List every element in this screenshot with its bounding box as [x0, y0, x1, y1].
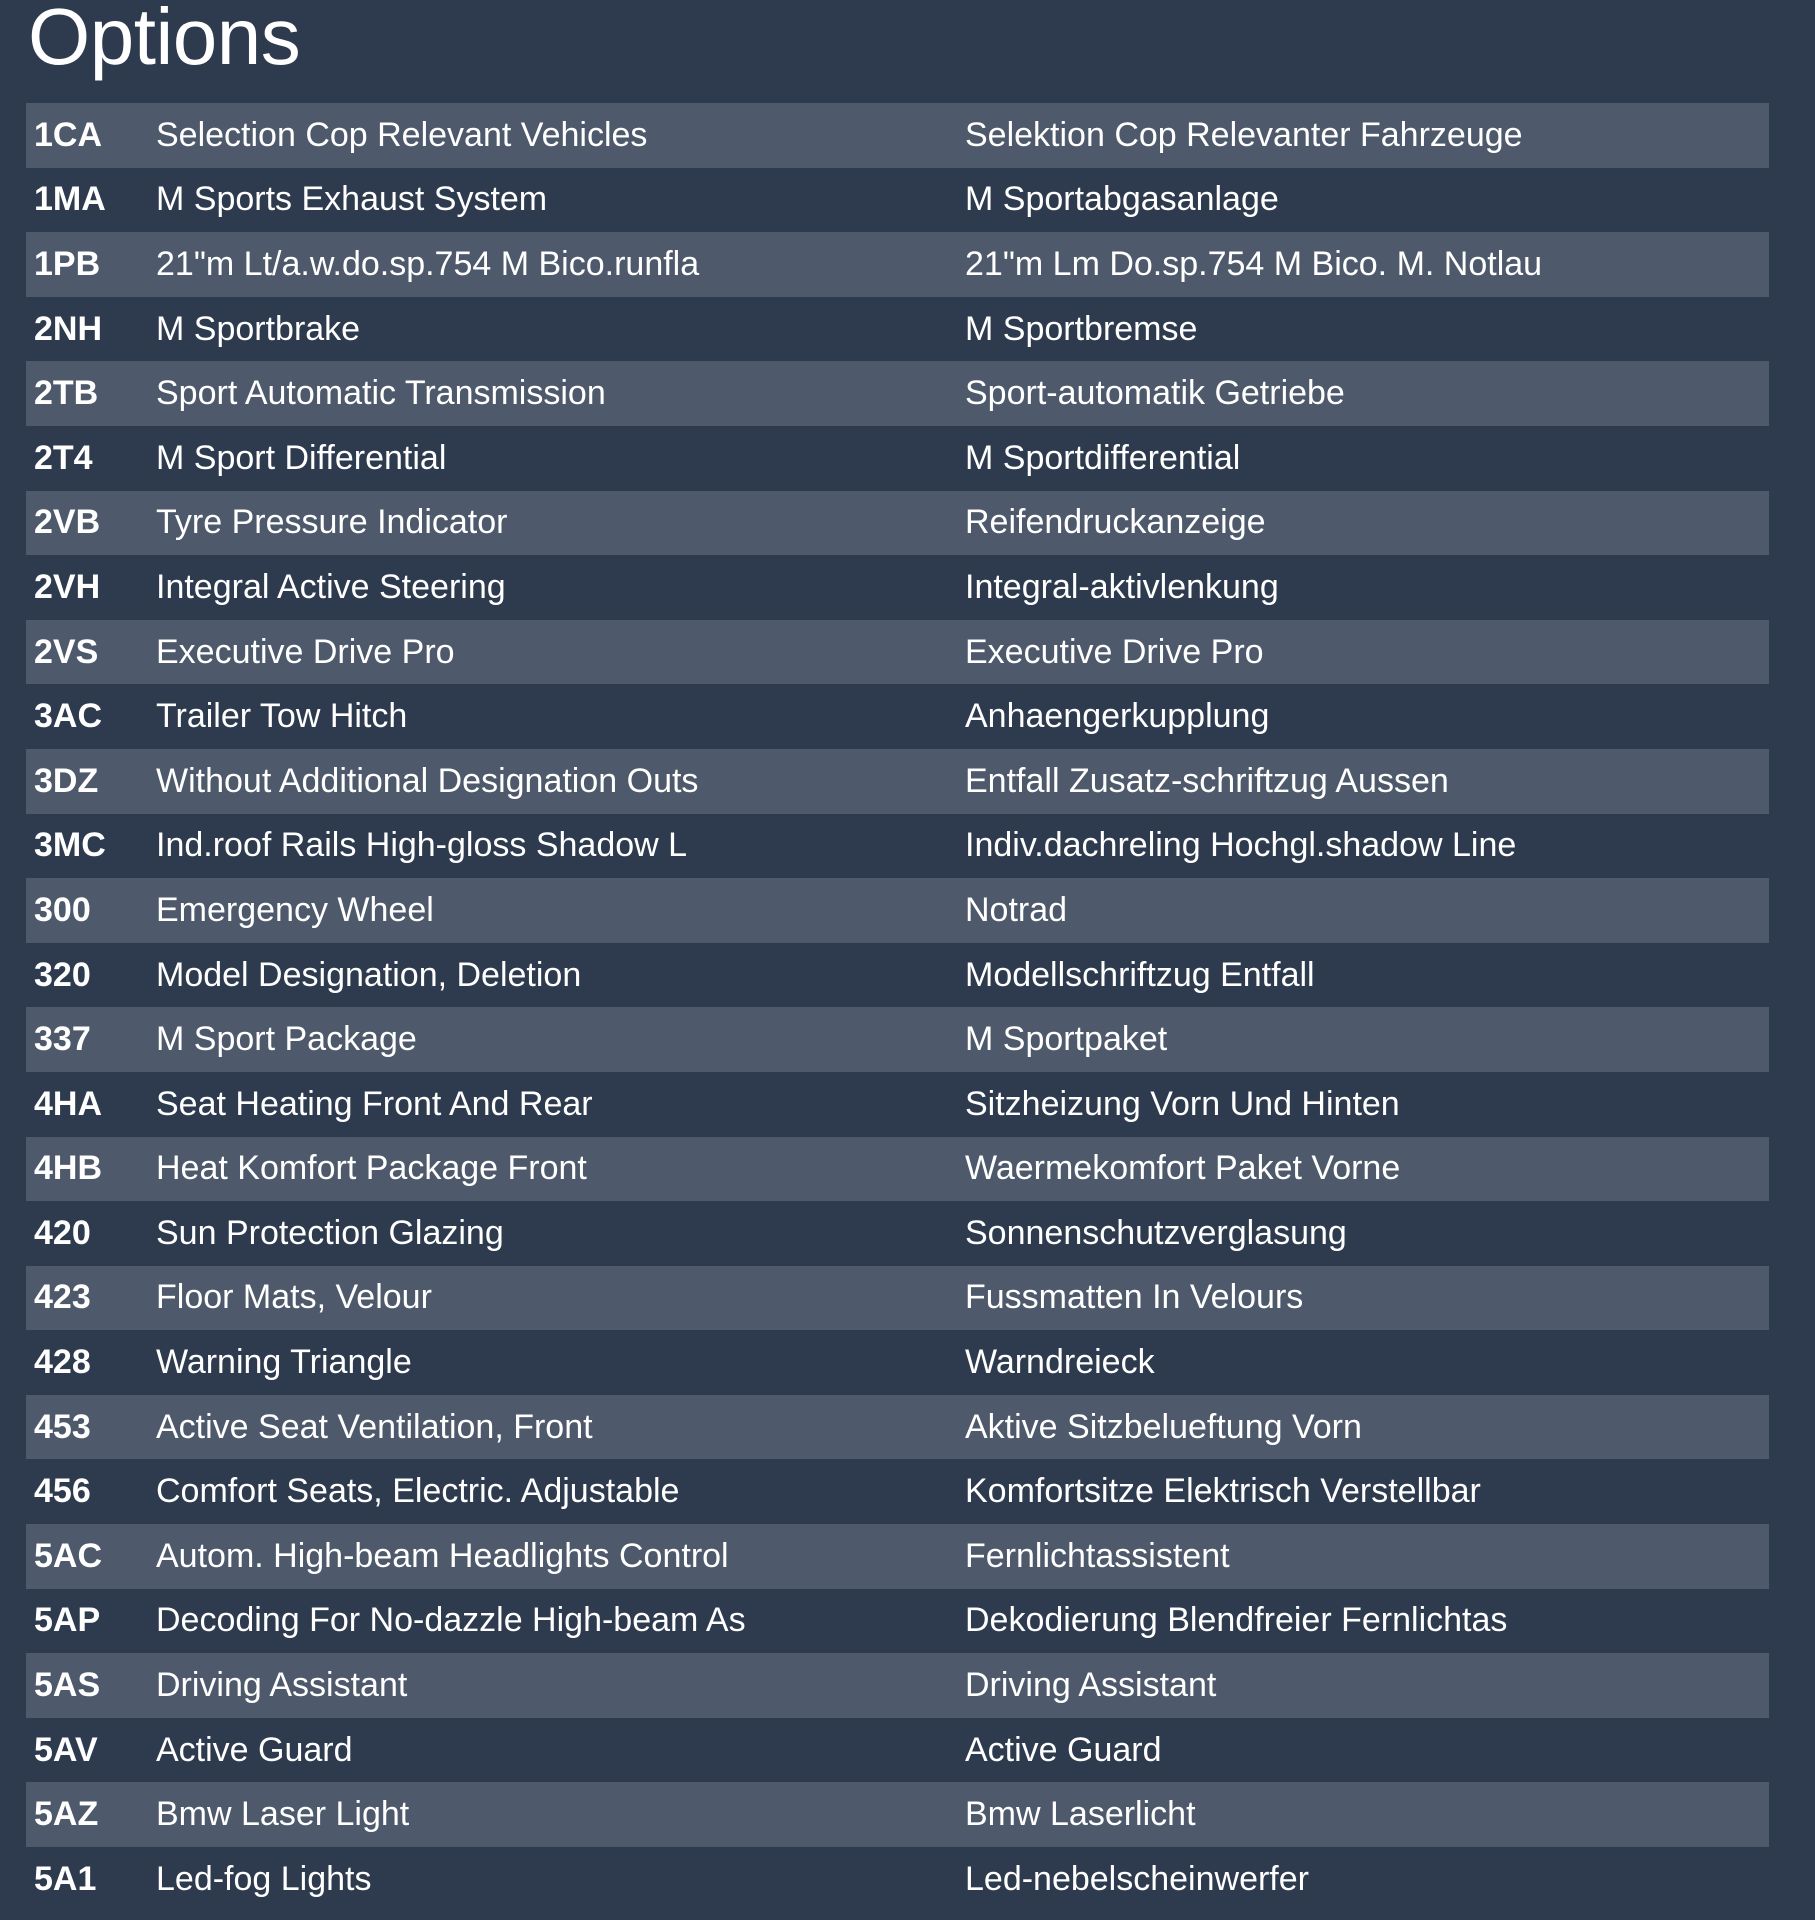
table-row — [26, 361, 1769, 426]
table-row — [26, 491, 1769, 556]
table-row — [26, 426, 1769, 491]
table-row — [26, 168, 1769, 233]
option-name-en: Emergency Wheel — [156, 890, 434, 929]
option-name-de: Fernlichtassistent — [965, 1536, 1230, 1575]
option-name-de: Dekodierung Blendfreier Fernlichtas — [965, 1601, 1508, 1640]
table-row — [26, 1395, 1769, 1460]
option-code: 3MC — [34, 826, 106, 865]
option-name-en: Sport Automatic Transmission — [156, 374, 606, 413]
option-name-en: M Sport Package — [156, 1020, 417, 1059]
table-row — [26, 1330, 1769, 1395]
option-name-en: Comfort Seats, Electric. Adjustable — [156, 1472, 680, 1511]
option-code: 420 — [34, 1213, 91, 1252]
option-name-de: Komfortsitze Elektrisch Verstellbar — [965, 1472, 1481, 1511]
option-code: 300 — [34, 890, 91, 929]
table-row — [26, 1589, 1769, 1654]
option-code: 2VH — [34, 567, 101, 606]
option-name-en: Executive Drive Pro — [156, 632, 455, 671]
option-name-en: Without Additional Designation Outs — [156, 761, 699, 800]
option-code: 5AZ — [34, 1795, 99, 1834]
option-name-de: Driving Assistant — [965, 1666, 1217, 1705]
option-name-en: Warning Triangle — [156, 1343, 412, 1382]
table-row — [26, 1782, 1769, 1847]
option-name-de: M Sportpaket — [965, 1020, 1168, 1059]
option-name-en: M Sports Exhaust System — [156, 180, 548, 219]
option-name-en: Seat Heating Front And Rear — [156, 1084, 593, 1123]
table-row — [26, 1847, 1769, 1912]
table-row — [26, 555, 1769, 620]
option-name-en: Integral Active Steering — [156, 567, 506, 606]
option-code: 456 — [34, 1472, 91, 1511]
option-name-de: Led-nebelscheinwerfer — [965, 1859, 1309, 1898]
option-name-en: Led-fog Lights — [156, 1859, 372, 1898]
table-row — [26, 232, 1769, 297]
option-name-de: Executive Drive Pro — [965, 632, 1264, 671]
table-row — [26, 1007, 1769, 1072]
option-name-en: Trailer Tow Hitch — [156, 697, 408, 736]
table-row — [26, 103, 1769, 168]
option-code: 5AC — [34, 1536, 103, 1575]
option-name-de: Sonnenschutzverglasung — [965, 1213, 1347, 1252]
option-code: 3DZ — [34, 761, 99, 800]
option-name-en: Decoding For No-dazzle High-beam As — [156, 1601, 746, 1640]
table-row — [26, 878, 1769, 943]
table-row — [26, 943, 1769, 1008]
option-name-de: Sport-automatik Getriebe — [965, 374, 1345, 413]
option-name-de: Bmw Laserlicht — [965, 1795, 1196, 1834]
option-code: 2T4 — [34, 438, 93, 477]
table-row — [26, 1201, 1769, 1266]
option-code: 2NH — [34, 309, 103, 348]
table-row — [26, 814, 1769, 879]
option-code: 428 — [34, 1343, 91, 1382]
table-row — [26, 684, 1769, 749]
option-name-en: 21"m Lt/a.w.do.sp.754 M Bico.runfla — [156, 244, 700, 283]
option-code: 3AC — [34, 697, 103, 736]
option-code: 5AV — [34, 1730, 98, 1769]
option-name-en: Heat Komfort Package Front — [156, 1149, 587, 1188]
table-row — [26, 1459, 1769, 1524]
option-code: 423 — [34, 1278, 91, 1317]
option-name-en: Selection Cop Relevant Vehicles — [156, 115, 648, 154]
option-code: 4HB — [34, 1149, 103, 1188]
option-name-en: Driving Assistant — [156, 1666, 408, 1705]
option-name-de: Entfall Zusatz-schriftzug Aussen — [965, 761, 1449, 800]
option-name-en: Tyre Pressure Indicator — [156, 503, 508, 542]
option-name-de: Anhaengerkupplung — [965, 697, 1270, 736]
option-name-de: 21"m Lm Do.sp.754 M Bico. M. Notlau — [965, 244, 1543, 283]
option-code: 2VB — [34, 503, 101, 542]
option-name-de: Integral-aktivlenkung — [965, 567, 1279, 606]
option-code: 1PB — [34, 244, 101, 283]
option-name-en: M Sport Differential — [156, 438, 447, 477]
option-code: 2TB — [34, 374, 99, 413]
option-code: 5AS — [34, 1666, 101, 1705]
option-name-en: Floor Mats, Velour — [156, 1278, 432, 1317]
option-code: 5A1 — [34, 1859, 97, 1898]
option-code: 320 — [34, 955, 91, 994]
table-row — [26, 1653, 1769, 1718]
option-code: 4HA — [34, 1084, 103, 1123]
table-row — [26, 1718, 1769, 1783]
option-name-de: M Sportabgasanlage — [965, 180, 1279, 219]
option-code: 2VS — [34, 632, 99, 671]
page-title: Options — [28, 0, 301, 81]
table-row — [26, 1524, 1769, 1589]
option-name-en: M Sportbrake — [156, 309, 361, 348]
table-row — [26, 1137, 1769, 1202]
option-name-en: Bmw Laser Light — [156, 1795, 410, 1834]
table-row — [26, 749, 1769, 814]
table-row — [26, 297, 1769, 362]
option-name-de: Warndreieck — [965, 1343, 1155, 1382]
option-name-de: Indiv.dachreling Hochgl.shadow Line — [965, 826, 1517, 865]
option-name-en: Active Guard — [156, 1730, 353, 1769]
option-name-de: Sitzheizung Vorn Und Hinten — [965, 1084, 1400, 1123]
option-name-de: Active Guard — [965, 1730, 1162, 1769]
option-code: 453 — [34, 1407, 91, 1446]
option-name-de: Notrad — [965, 890, 1068, 929]
option-name-en: Active Seat Ventilation, Front — [156, 1407, 593, 1446]
option-name-de: Aktive Sitzbelueftung Vorn — [965, 1407, 1362, 1446]
option-code: 1MA — [34, 180, 106, 219]
table-row — [26, 620, 1769, 685]
option-name-de: Reifendruckanzeige — [965, 503, 1266, 542]
option-name-de: Fussmatten In Velours — [965, 1278, 1304, 1317]
option-name-de: Selektion Cop Relevanter Fahrzeuge — [965, 115, 1523, 154]
option-code: 5AP — [34, 1601, 101, 1640]
option-code: 337 — [34, 1020, 91, 1059]
table-row — [26, 1266, 1769, 1331]
table-row — [26, 1072, 1769, 1137]
option-name-en: Sun Protection Glazing — [156, 1213, 504, 1252]
option-name-de: M Sportbremse — [965, 309, 1198, 348]
option-name-en: Autom. High-beam Headlights Control — [156, 1536, 729, 1575]
option-code: 1CA — [34, 115, 103, 154]
option-name-de: Waermekomfort Paket Vorne — [965, 1149, 1401, 1188]
option-name-de: M Sportdifferential — [965, 438, 1241, 477]
options-table — [26, 103, 1769, 1912]
option-name-en: Model Designation, Deletion — [156, 955, 582, 994]
option-name-de: Modellschriftzug Entfall — [965, 955, 1315, 994]
option-name-en: Ind.roof Rails High-gloss Shadow L — [156, 826, 688, 865]
